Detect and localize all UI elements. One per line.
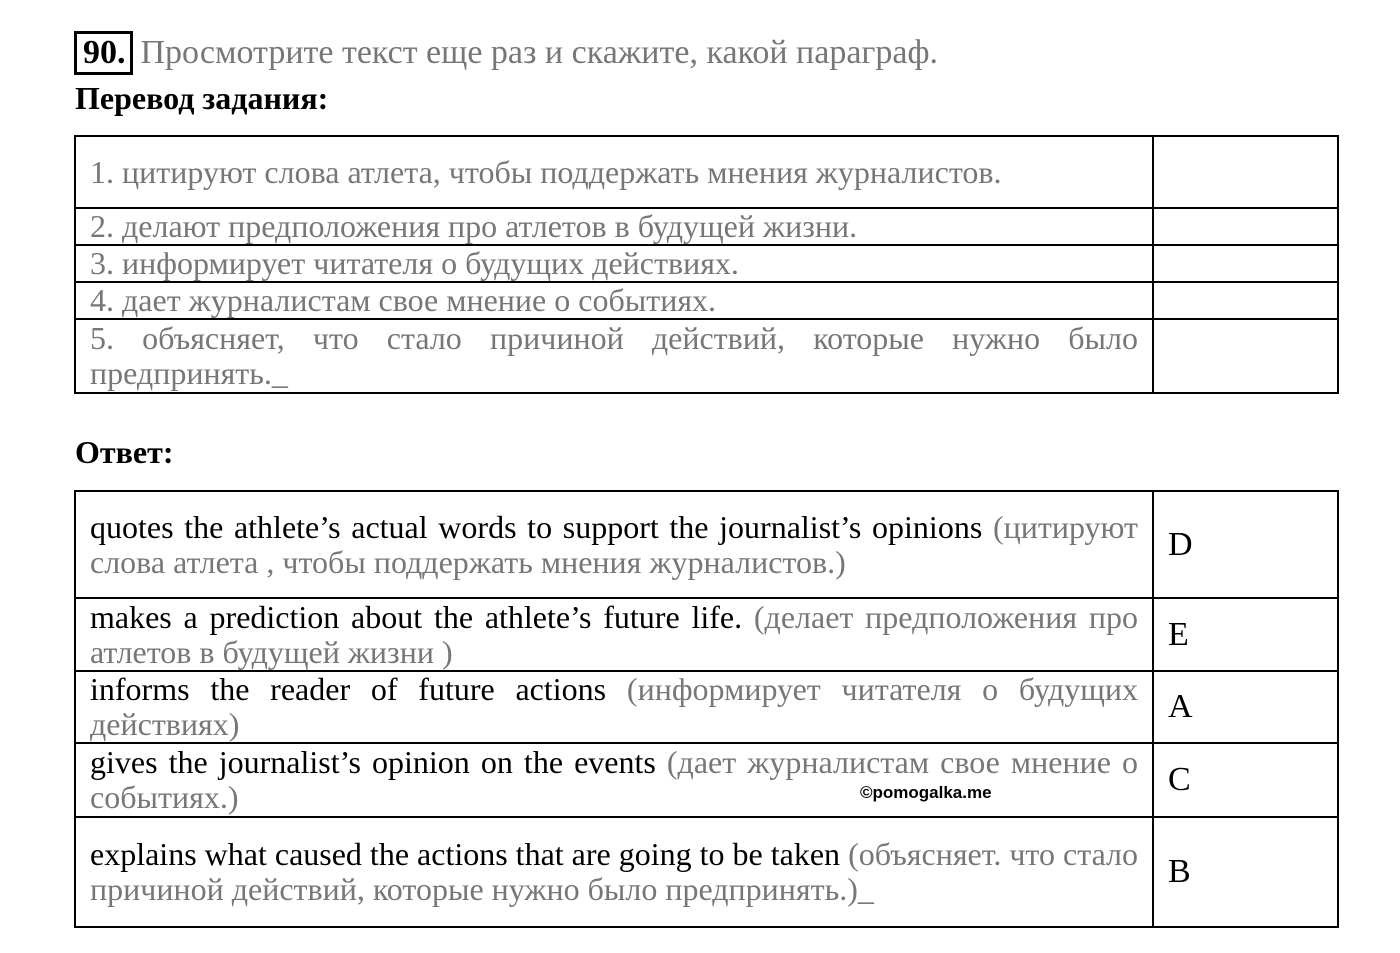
translation-title: Перевод задания: — [75, 80, 329, 116]
english-text: informs the reader of future actions — [90, 671, 607, 707]
answer-table — [74, 490, 1339, 928]
row-text: 4. дает журналистам свое мнение о событиях. — [75, 282, 1153, 319]
row-mark — [1153, 208, 1338, 245]
table-row — [75, 282, 1338, 319]
answer-letter: E — [1153, 598, 1338, 671]
row-text — [75, 598, 1153, 671]
translation-table — [74, 135, 1339, 394]
answer-title: Ответ: — [75, 434, 174, 470]
task-number: 90. — [74, 31, 133, 75]
row-text — [75, 671, 1153, 743]
task-header — [74, 30, 938, 76]
watermark: ©pomogalka.me — [860, 783, 992, 802]
row-mark — [1153, 245, 1338, 282]
answer-letter: B — [1153, 817, 1338, 927]
english-text: makes a prediction about the athlete’s future life. — [90, 598, 743, 635]
row-text: 2. делают предположения про атлетов в будущей жизни. — [75, 208, 1153, 245]
table-row — [75, 491, 1338, 598]
english-text: explains what caused the actions that are going to be taken — [90, 836, 841, 872]
row-text — [75, 817, 1153, 927]
russian-text: (делает предположения про атлетов в будущей жизни ) — [90, 598, 1139, 670]
table-row — [75, 208, 1338, 245]
table-row — [75, 598, 1338, 671]
row-mark — [1153, 319, 1338, 393]
english-text: quotes the athlete’s actual words to support the journalist’s opinions — [90, 508, 983, 545]
row-text — [75, 491, 1153, 598]
row-mark — [1153, 136, 1338, 208]
table-row — [75, 245, 1338, 282]
row-text: 5. объясняет, что стало причиной действий, которые нужно было предпринять._ — [75, 319, 1153, 393]
table-row — [75, 319, 1338, 393]
row-mark — [1153, 282, 1338, 319]
row-text: 3. информирует читателя о будущих действиях. — [75, 245, 1153, 282]
table-row — [75, 743, 1338, 817]
table-row — [75, 671, 1338, 743]
answer-letter: D — [1153, 491, 1338, 598]
english-text: gives the journalist’s opinion on the events — [90, 744, 656, 780]
table-row — [75, 136, 1338, 208]
row-text: 1. цитируют слова атлета, чтобы поддержать мнения журналистов. — [75, 136, 1153, 208]
russian-text: (дает журналистам свое мнение о событиях.) — [90, 744, 1139, 815]
russian-text: (информирует читателя о будущих действиях) — [90, 671, 1139, 742]
answer-letter: C — [1153, 743, 1338, 817]
table-row — [75, 817, 1338, 927]
answer-letter: A — [1153, 671, 1338, 743]
russian-text: (объясняет. что стало причиной действий, которые нужно было предпринять.)_ — [90, 836, 1139, 907]
row-text — [75, 743, 1153, 817]
russian-text: (цитируют слова атлета , чтобы поддержать мнения журналистов.) — [90, 508, 1139, 580]
task-text: Просмотрите текст еще раз и скажите, какой параграф. — [140, 34, 938, 71]
